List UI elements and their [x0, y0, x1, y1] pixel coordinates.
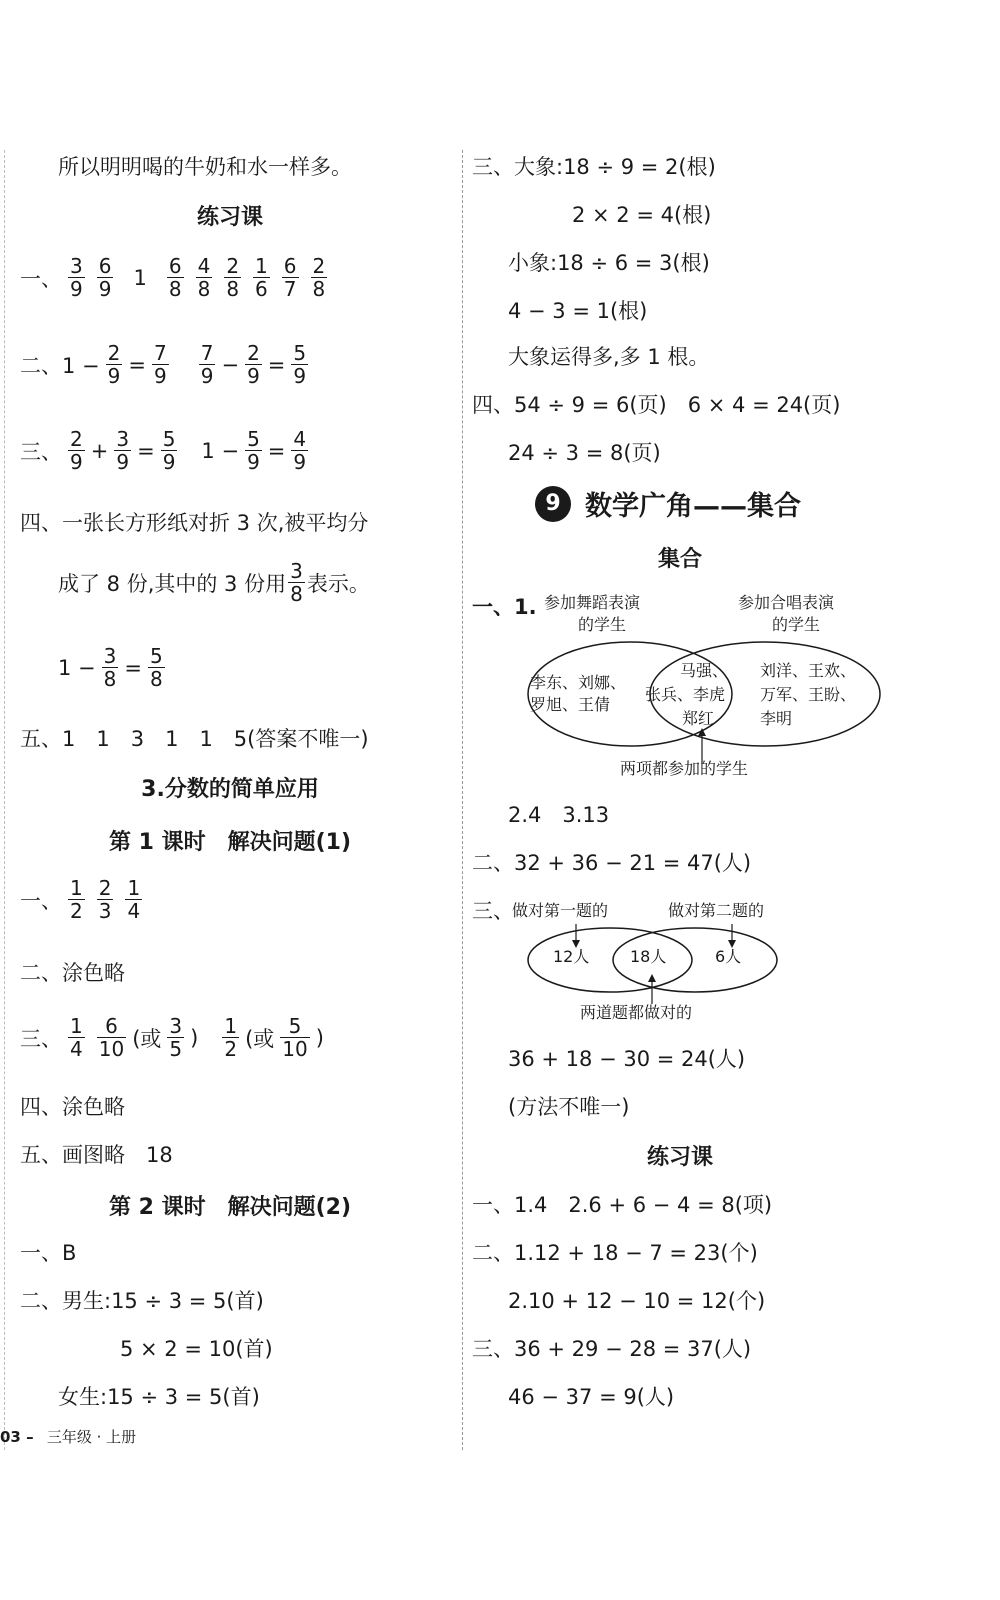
venn1-left-names-1: 李东、刘娜、	[530, 673, 627, 692]
minus-sign: −	[221, 352, 240, 377]
venn1-right-2: 万军、王盼、	[760, 685, 857, 704]
fraction: $\frac{1}{2}$	[70, 876, 83, 923]
r7-line: 24 ÷ 3 = 8(页)	[508, 441, 661, 465]
e2-line: 二、32 + 36 − 21 = 47(人)	[472, 851, 752, 875]
q3-one-minus: 1 −	[201, 438, 240, 463]
fraction: $\frac{7}{9}$	[200, 341, 214, 388]
venn1-right-1: 刘洋、王欢、	[760, 661, 857, 680]
s2-line: 二、涂色略	[20, 961, 125, 985]
fraction: $\frac{3}{8}$	[103, 644, 117, 691]
fraction: $\frac{3}{8}$	[290, 559, 303, 606]
q4-text-a: 成了 8 份,其中的 3 份用	[58, 571, 287, 596]
left-margin-line	[4, 150, 5, 1450]
fraction: $\frac{3}{9}$	[70, 254, 83, 301]
fraction: $\frac{4}{9}$	[293, 427, 307, 474]
fraction: $\frac{1}{4}$	[127, 876, 141, 923]
left-line-1: 所以明明喝的牛奶和水一样多。	[58, 155, 352, 179]
p4-line: 三、36 + 29 − 28 = 37(人)	[472, 1337, 752, 1361]
fraction: $\frac{2}{8}$	[312, 254, 326, 301]
s4-line: 四、涂色略	[20, 1095, 125, 1119]
q2-row	[20, 342, 314, 387]
chapter-number-badge: 9	[535, 486, 571, 522]
t4-line: 女生:15 ÷ 3 = 5(首)	[58, 1385, 260, 1409]
venn2-c: 6人	[715, 947, 742, 966]
fraction: $\frac{6}{9}$	[98, 254, 112, 301]
heading-practice-2: 练习课	[646, 1145, 713, 1170]
venn1-right-3: 李明	[760, 709, 793, 728]
q4-line-2	[58, 560, 370, 605]
r4-line: 4 − 3 = 1(根)	[508, 299, 648, 323]
venn1-label-left-2: 的学生	[578, 615, 627, 634]
venn2-b: 18人	[630, 947, 667, 966]
arrow-head-icon	[648, 974, 656, 982]
fraction: $\frac{1}{2}$	[224, 1014, 238, 1061]
venn1-mid-2: 张兵、李虎	[645, 685, 726, 704]
fraction: $\frac{7}{9}$	[153, 341, 167, 388]
q5-line: 五、1 1 3 1 1 5(答案不唯一)	[20, 727, 369, 751]
chapter-heading	[535, 484, 801, 523]
p1-line: 一、1.4 2.6 + 6 − 4 = 8(项)	[472, 1193, 773, 1217]
venn2-bottom-label: 两道题都做对的	[580, 1003, 693, 1022]
q1-prefix: 一、	[20, 266, 62, 291]
venn2-label-left: 做对第一题的	[512, 901, 609, 920]
heading-lesson-1: 第 1 课时 解决问题(1)	[108, 830, 352, 855]
r5-line: 大象运得多,多 1 根。	[508, 345, 710, 369]
fraction: $\frac{5}{9}$	[293, 341, 307, 388]
venn1-left-names-2: 罗旭、王倩	[530, 695, 611, 714]
fraction: $\frac{3}{9}$	[116, 427, 130, 474]
venn1-mid-1: 马强、	[680, 661, 729, 680]
equals-sign: =	[267, 352, 286, 377]
q4-calc-prefix: 1 −	[58, 655, 96, 680]
s1-prefix: 一、	[20, 888, 62, 913]
heading-sets: 集合	[657, 547, 702, 572]
q4-line-1: 四、一张长方形纸对折 3 次,被平均分	[20, 511, 369, 535]
venn1-bottom-label: 两项都参加的学生	[620, 759, 749, 778]
s5-line: 五、画图略 18	[20, 1143, 173, 1167]
t1-line: 一、B	[20, 1241, 77, 1265]
column-divider	[462, 150, 463, 1450]
venn1-label-left: 参加舞蹈表演	[544, 593, 641, 612]
fraction: $\frac{6}{7}$	[283, 254, 297, 301]
e3-note: (方法不唯一)	[508, 1095, 630, 1119]
fraction: $\frac{5}{9}$	[247, 427, 260, 474]
or-text: (或	[132, 1026, 162, 1051]
s3-row	[20, 1015, 324, 1060]
q2-prefix: 二、1 −	[20, 353, 100, 378]
v1-prefix: 一、1.	[472, 595, 537, 619]
p2-line: 二、1.12 + 18 − 7 = 23(个)	[472, 1241, 758, 1265]
fraction: $\frac{4}{8}$	[197, 254, 211, 301]
close-paren: )	[315, 1025, 324, 1050]
t2-line: 二、男生:15 ÷ 3 = 5(首)	[20, 1289, 264, 1313]
p3-line: 2.10 + 12 − 10 = 12(个)	[508, 1289, 766, 1313]
fraction: $\frac{1}{6}$	[255, 254, 268, 301]
fraction: $\frac{2}{8}$	[226, 254, 240, 301]
fraction: $\frac{1}{4}$	[70, 1014, 83, 1061]
fraction: $\frac{6}{10}$	[98, 1014, 125, 1061]
r6-line: 四、54 ÷ 9 = 6(页) 6 × 4 = 24(页)	[472, 393, 841, 417]
fraction: $\frac{2}{9}$	[247, 341, 260, 388]
fraction: $\frac{3}{5}$	[169, 1014, 183, 1061]
or-text: (或	[245, 1026, 275, 1051]
equals-sign: =	[137, 438, 155, 463]
grade-label: 三年级 · 上册	[46, 1428, 137, 1446]
venn1-mid-3: 郑红	[682, 709, 715, 728]
r2-line: 2 × 2 = 4(根)	[572, 203, 712, 227]
heading-practice: 练习课	[196, 205, 263, 230]
close-paren: )	[190, 1025, 199, 1050]
fraction: $\frac{2}{9}$	[107, 341, 121, 388]
q1-row	[20, 255, 333, 300]
e3-calc: 36 + 18 − 30 = 24(人)	[508, 1047, 746, 1071]
q3-row	[20, 428, 314, 473]
page-number: 03 –	[0, 1428, 34, 1446]
heading-lesson-2: 第 2 课时 解决问题(2)	[108, 1195, 352, 1220]
heading-fraction-application: 3.分数的简单应用	[141, 777, 319, 802]
fraction: $\frac{6}{8}$	[168, 254, 182, 301]
venn1-label-right: 参加合唱表演	[738, 593, 835, 612]
venn2-label-right: 做对第二题的	[668, 901, 765, 920]
venn2-a: 12人	[553, 947, 590, 966]
r3-line: 小象:18 ÷ 6 = 3(根)	[508, 251, 710, 275]
q1-one: 1	[133, 265, 147, 290]
fraction: $\frac{5}{9}$	[162, 427, 176, 474]
p5-line: 46 − 37 = 9(人)	[508, 1385, 675, 1409]
fraction: $\frac{5}{10}$	[282, 1014, 308, 1061]
fraction: $\frac{2}{3}$	[98, 876, 112, 923]
s3-prefix: 三、	[20, 1026, 62, 1051]
q4-text-b: 表示。	[306, 571, 370, 596]
s1-row	[20, 877, 148, 922]
chapter-title: 数学广角——集合	[585, 491, 801, 522]
equals-sign: =	[124, 655, 142, 680]
plus-sign: +	[90, 438, 109, 463]
e3-prefix: 三、	[472, 899, 514, 923]
q4-calc	[58, 645, 171, 690]
page-footer	[0, 1426, 136, 1447]
q3-prefix: 三、	[20, 439, 62, 464]
t3-line: 5 × 2 = 10(首)	[120, 1337, 273, 1361]
equals-sign: =	[267, 438, 286, 463]
v2-line: 2.4 3.13	[508, 803, 610, 827]
fraction: $\frac{2}{9}$	[70, 427, 83, 474]
equals-sign: =	[128, 352, 146, 377]
venn1-label-right-2: 的学生	[772, 615, 821, 634]
fraction: $\frac{5}{8}$	[149, 644, 163, 691]
r1-line: 三、大象:18 ÷ 9 = 2(根)	[472, 155, 716, 179]
